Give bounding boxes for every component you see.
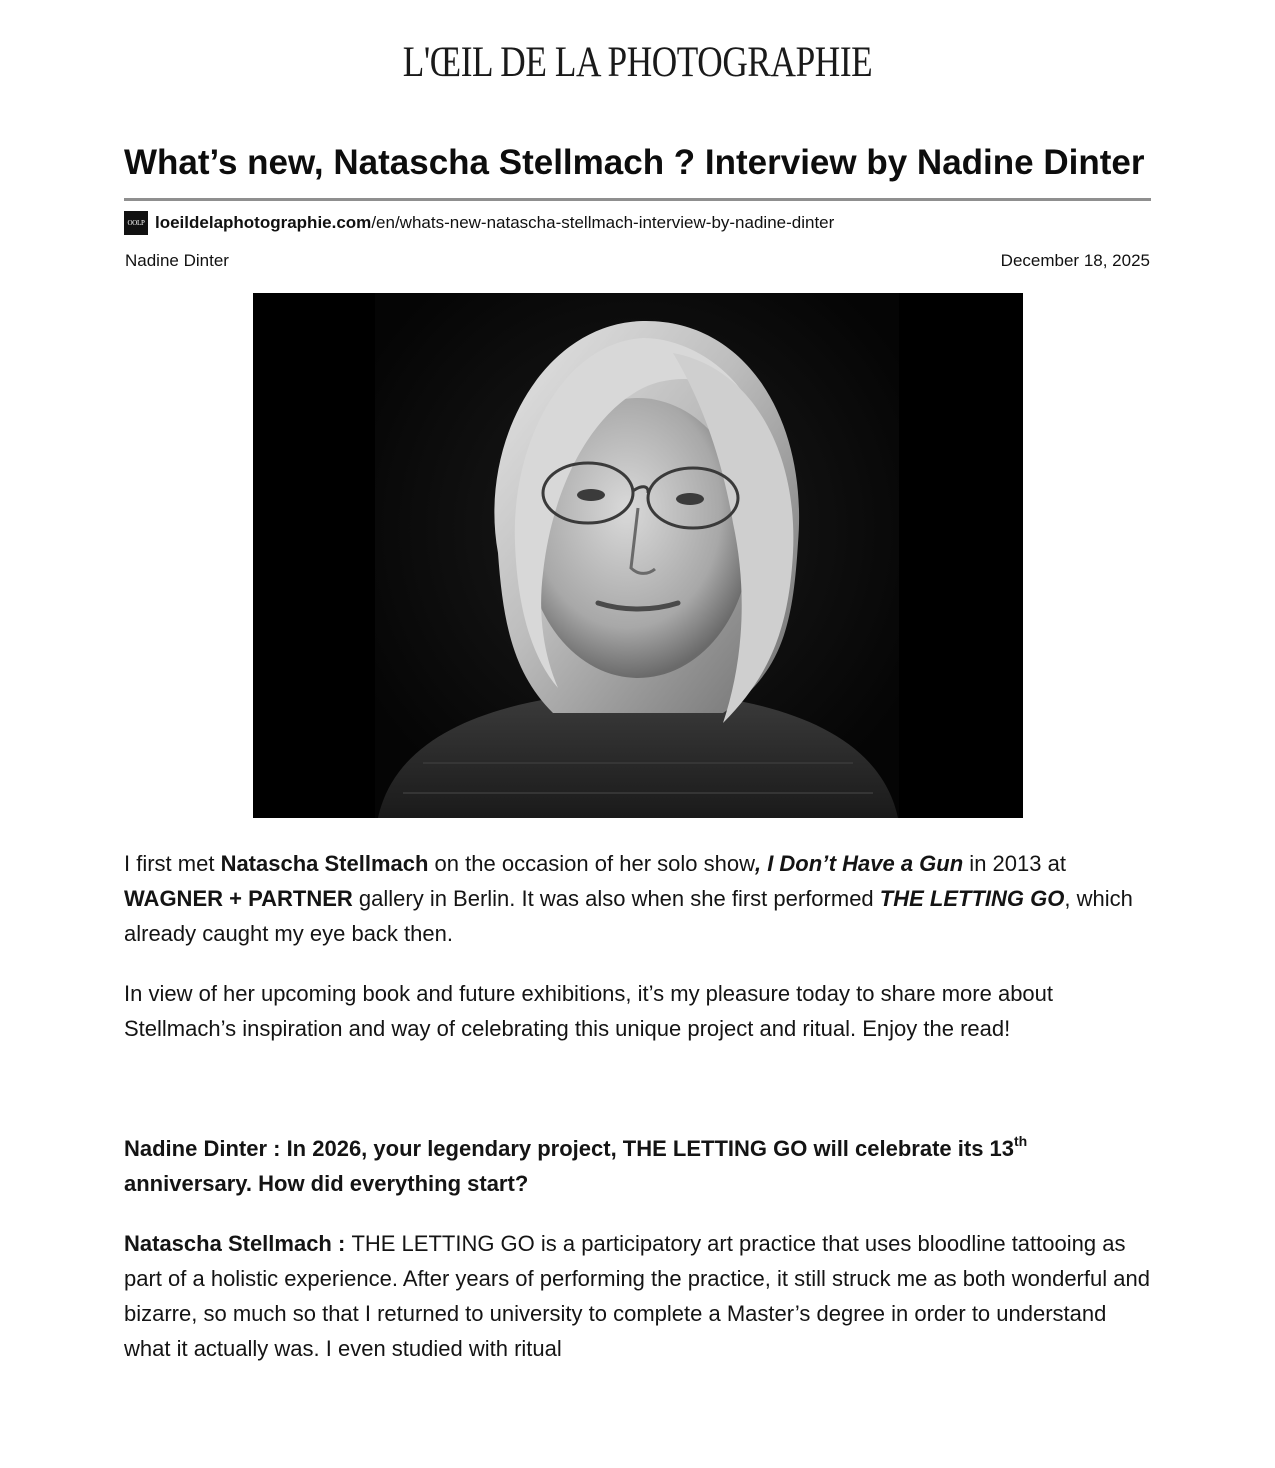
- source-domain: loeildelaphotographie.com: [155, 213, 372, 232]
- text-run: on the occasion of her solo show: [428, 851, 755, 876]
- artist-name: Natascha Stellmach: [220, 851, 429, 876]
- text-run: in 2013 at: [963, 851, 1066, 876]
- site-logo[interactable]: L'ŒIL DE LA PHOTOGRAPHIE: [402, 39, 873, 86]
- article-body: [124, 846, 1151, 1366]
- title-divider: [124, 198, 1151, 201]
- hero-portrait-image: [253, 293, 1023, 818]
- interview-question: [124, 1131, 1151, 1201]
- article-author: Nadine Dinter: [125, 251, 229, 270]
- source-link[interactable]: [124, 211, 1151, 235]
- text-run: gallery in Berlin. It was also when she first performed: [352, 886, 880, 911]
- intro-paragraph: [124, 846, 1151, 951]
- source-path: /en/whats-new-natascha-stellmach-interview-by-nadine-dinter: [371, 213, 835, 232]
- article-title: What’s new, Natascha Stellmach ? Interview by Nadine Dinter: [124, 143, 1145, 182]
- article-date: December 18, 2025: [1000, 251, 1150, 270]
- interview-answer: [124, 1226, 1151, 1366]
- text-run: Nadine Dinter : In 2026, your legendary project, THE LETTING GO will celebrate its 13: [124, 1136, 1015, 1161]
- ordinal-suffix: th: [1014, 1132, 1028, 1149]
- article-meta: [124, 251, 1151, 271]
- site-favicon-icon: OOLP: [124, 211, 148, 235]
- speaker-label: Natascha Stellmach :: [124, 1231, 352, 1256]
- project-title: THE LETTING GO: [879, 886, 1065, 911]
- show-title: , I Don’t Have a Gun: [754, 851, 964, 876]
- portrait-illustration: [253, 293, 1023, 818]
- text-run: , which already caught my eye back then.: [124, 886, 1133, 946]
- answer-text: THE LETTING GO is a participatory art practice that uses bloodline tattooing as part of a holistic experience. After years of performing the practice, it still struck me as both wonderful and bizarre, so much so that I returned to university to complete a Master’s degree in order to understand what it actually was. I even studied with ritual: [124, 1231, 1150, 1361]
- intro-paragraph-2: In view of her upcoming book and future exhibitions, it’s my pleasure today to share more about Stellmach’s inspiration and way of celebrating this unique project and ritual. Enjoy the read!: [124, 981, 1054, 1041]
- gallery-name: WAGNER + PARTNER: [124, 886, 353, 911]
- article: [124, 140, 1151, 1366]
- text-run: I first met: [124, 851, 221, 876]
- text-run: anniversary. How did everything start?: [124, 1171, 529, 1196]
